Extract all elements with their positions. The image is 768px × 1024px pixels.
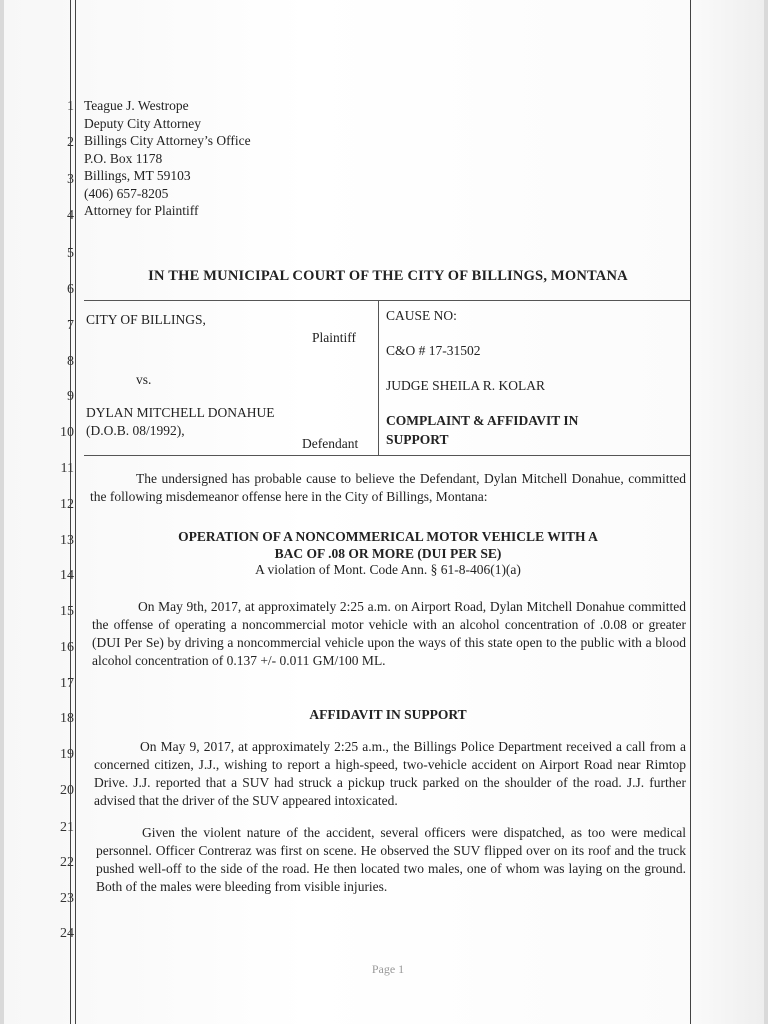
caption-bottom-rule — [84, 455, 690, 456]
document-title-line-1: COMPLAINT & AFFIDAVIT IN — [386, 413, 579, 428]
line-number: 17 — [60, 676, 74, 691]
line-number: 10 — [60, 425, 74, 440]
line-number: 9 — [67, 389, 74, 404]
case-number: C&O # 17-31502 — [386, 343, 481, 358]
line-number: 6 — [67, 282, 74, 297]
attorney-po-box: P.O. Box 1178 — [84, 150, 163, 166]
line-number: 20 — [60, 783, 74, 798]
line-number: 15 — [60, 604, 74, 619]
court-title: IN THE MUNICIPAL COURT OF THE CITY OF BILLINGS, MONTANA — [148, 268, 628, 284]
offense-statute: A violation of Mont. Code Ann. § 61-8-406(1)(a) — [255, 562, 521, 577]
line-number: 2 — [67, 135, 74, 150]
affidavit-paragraph-1: On May 9, 2017, at approximately 2:25 a.m., the Billings Police Department received a call from a concerned citizen, J.J., wishing to report a high-speed, two-vehicle accident on Airport Road near Rimtop Drive. J.J. reported that a SUV had struck a pickup truck parked on the shoulder of the road. J.J. further advised that the driver of the SUV appeared intoxicated. — [94, 739, 686, 808]
affidavit-paragraph-2: Given the violent nature of the accident, several officers were dispatched, as too were medical personnel. Officer Contreraz was first on scene. He observed the SUV flipped over on its roof and the truck pushed well-off to the side of the road. He then located two males, one of whom was laying on the ground. Both of the males were bleeding from visible injuries. — [96, 825, 686, 894]
line-number: 14 — [60, 568, 74, 583]
line-number: 23 — [60, 891, 74, 906]
right-margin-rule — [690, 0, 691, 1024]
left-margin-rule-inner — [75, 0, 76, 1024]
plaintiff-name: CITY OF BILLINGS, — [86, 312, 206, 327]
attorney-role: Attorney for Plaintiff — [84, 203, 199, 218]
document-page — [4, 0, 764, 1024]
defendant-name: DYLAN MITCHELL DONAHUE — [86, 405, 275, 420]
line-number: 12 — [60, 497, 74, 512]
line-number: 16 — [60, 640, 74, 655]
line-number: 18 — [60, 711, 74, 726]
attorney-name: Teague J. Westrope — [84, 98, 189, 113]
plaintiff-label: Plaintiff — [312, 330, 357, 345]
affidavit-heading: AFFIDAVIT IN SUPPORT — [309, 707, 467, 722]
line-number: 21 — [60, 820, 74, 835]
line-number: 3 — [67, 172, 74, 187]
cause-number-label: CAUSE NO: — [386, 308, 457, 323]
caption-top-rule — [84, 300, 690, 301]
line-number: 7 — [67, 318, 74, 333]
offense-heading-line-1: OPERATION OF A NONCOMMERICAL MOTOR VEHICLE WITH A — [178, 529, 598, 544]
line-number: 4 — [67, 208, 74, 223]
attorney-title: Deputy City Attorney — [84, 115, 201, 131]
attorney-block — [84, 97, 251, 220]
defendant-dob: (D.O.B. 08/1992), — [86, 423, 185, 438]
offense-heading-line-2: BAC OF .08 OR MORE (DUI PER SE) — [274, 546, 502, 561]
caption-divider — [378, 300, 379, 455]
offense-paragraph: On May 9th, 2017, at approximately 2:25 a.m. on Airport Road, Dylan Mitchell Donahue committed the offense of operating a noncommercial motor vehicle with an alcohol concentration of .0.08 or greater (DUI Per Se) by driving a noncommercial vehicle upon the ways of this state open to the public with a blood alcohol concentration of 0.137 +/- 0.011 GM/100 ML. — [92, 599, 686, 668]
line-number: 19 — [60, 747, 74, 762]
attorney-phone: (406) 657-8205 — [84, 185, 169, 201]
line-number: 1 — [67, 99, 74, 114]
line-number: 22 — [60, 855, 74, 870]
defendant-label: Defendant — [302, 436, 359, 451]
judge-name: JUDGE SHEILA R. KOLAR — [386, 378, 546, 393]
line-number: 13 — [60, 533, 74, 548]
line-number: 24 — [60, 926, 74, 941]
attorney-office: Billings City Attorney’s Office — [84, 133, 251, 148]
intro-paragraph: The undersigned has probable cause to believe the Defendant, Dylan Mitchell Donahue, committed the following misdemeanor offense here in the City of Billings, Montana: — [90, 471, 686, 504]
versus-label: vs. — [136, 372, 152, 387]
line-number: 5 — [67, 246, 74, 261]
line-number: 8 — [67, 354, 74, 369]
page-number: Page 1 — [371, 962, 405, 976]
document-title-line-2: SUPPORT — [386, 432, 449, 447]
attorney-city-state: Billings, MT 59103 — [84, 168, 191, 183]
line-number: 11 — [60, 461, 74, 476]
